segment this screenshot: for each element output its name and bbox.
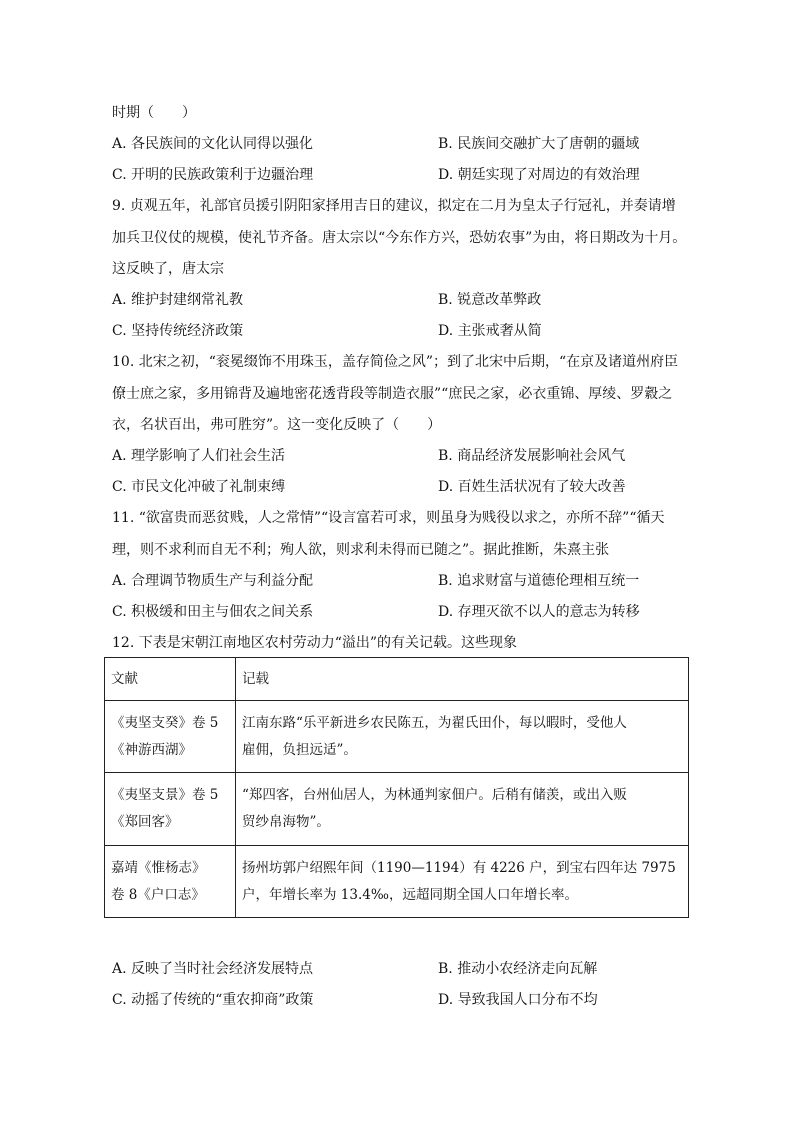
q9-option-d[interactable]: D. 主张戒奢从简 [438, 323, 542, 339]
q12-option-c[interactable]: C. 动摇了传统的“重农抑商”政策 [112, 992, 314, 1008]
q11-stem-line-1: 11. “欲富贵而恶贫贱，人之常情”“设言富若可求，则虽身为贱役以求之，亦所不辞”“循天 [112, 510, 665, 526]
record-line: 江南东路“乐平新进乡农民陈五，为翟氏田仆，每以暇时，受他人 [242, 714, 627, 731]
record-cell [236, 701, 689, 773]
record-line: 户，年增长率为 13.4‰，远超同期全国人口年增长率。 [242, 886, 578, 903]
table-row [105, 846, 689, 918]
q10-stem-line-3: 衣，名状百出，弗可胜穷”。这一变化反映了（ ） [112, 417, 442, 433]
q9-option-c[interactable]: C. 坚持传统经济政策 [112, 323, 244, 339]
q8-option-c[interactable]: C. 开明的民族政策利于边疆治理 [112, 167, 314, 183]
q9-option-a[interactable]: A. 维护封建纲常礼教 [112, 292, 244, 308]
records-table [104, 657, 689, 918]
q11-option-d[interactable]: D. 存理灭欲不以人的意志为转移 [438, 604, 640, 620]
q12-option-a[interactable]: A. 反映了当时社会经济发展特点 [112, 961, 314, 977]
q10-option-a[interactable]: A. 理学影响了人们社会生活 [112, 448, 286, 464]
record-cell [236, 773, 689, 846]
record-line: 雇佣，负担远适”。 [242, 741, 357, 758]
q9-option-b[interactable]: B. 锐意改革弊政 [438, 292, 542, 308]
q11-option-b[interactable]: B. 追求财富与道德伦理相互统一 [438, 573, 640, 589]
q11-stem-line-2: 理，则不求利而自无不利；殉人欲，则求利未得而已随之”。据此推断，朱熹主张 [112, 542, 610, 558]
table-row [105, 701, 689, 773]
source-line: 卷 8《户口志》 [111, 886, 205, 903]
source-line: 《夷坚支景》卷 5 [111, 787, 219, 803]
q10-option-c[interactable]: C. 市民文化冲破了礼制束缚 [112, 479, 286, 495]
q8-option-a[interactable]: A. 各民族间的文化认同得以强化 [112, 136, 314, 152]
header-cell-source: 文献 [105, 658, 236, 701]
q9-stem-line-2: 加兵卫仪仗的规模，使礼节齐备。唐太宗以“今东作方兴，恐妨农事”为由，将日期改为十月。 [112, 230, 687, 246]
q10-stem-line-1: 10. 北宋之初，“衮冕缀饰不用珠玉，盖存简俭之风”；到了北宋中后期，“在京及诸道州府臣 [112, 354, 679, 370]
q9-stem-line-1: 9. 贞观五年，礼部官员援引阴阳家择用吉日的建议，拟定在二月为皇太子行冠礼，并奏请增 [112, 198, 676, 214]
record-line: 贸纱帛海物”。 [242, 814, 330, 830]
table-header-row [105, 658, 689, 701]
source-cell [105, 773, 236, 846]
q8-stem-end: 时期（ ） [112, 105, 196, 121]
header-cell-record: 记载 [236, 658, 689, 701]
q8-option-b[interactable]: B. 民族间交融扩大了唐朝的疆域 [438, 136, 640, 152]
q9-stem-line-3: 这反映了，唐太宗 [112, 261, 224, 277]
table-row [105, 773, 689, 846]
source-cell [105, 701, 236, 773]
source-line: 嘉靖《惟杨志》 [111, 859, 206, 876]
q11-option-a[interactable]: A. 合理调节物质生产与利益分配 [112, 573, 314, 589]
source-line: 《神游西湖》 [111, 741, 192, 758]
q12-stem: 12. 下表是宋朝江南地区农村劳动力“溢出”的有关记载。这些现象 [112, 635, 518, 651]
q8-option-d[interactable]: D. 朝廷实现了对周边的有效治理 [438, 167, 640, 183]
source-line: 《夷坚支癸》卷 5 [111, 714, 219, 731]
record-line: “郑四客，台州仙居人，为林通判家佃户。后稍有储羡，或出入贩 [242, 787, 627, 803]
source-cell [105, 846, 236, 918]
record-cell [236, 846, 689, 918]
q12-option-b[interactable]: B. 推动小农经济走向瓦解 [438, 961, 598, 977]
q10-option-b[interactable]: B. 商品经济发展影响社会风气 [438, 448, 626, 464]
source-line: 《郑回客》 [111, 814, 179, 830]
q12-option-d[interactable]: D. 导致我国人口分布不均 [438, 992, 598, 1008]
record-line: 扬州坊郭户绍熙年间（1190—1194）有 4226 户，到宝右四年达 7975 [242, 859, 676, 876]
q11-option-c[interactable]: C. 积极缓和田主与佃农之间关系 [112, 604, 314, 620]
q10-stem-line-2: 僚士庶之家，多用锦背及遍地密花透背段等制造衣服”“庶民之家，必衣重锦、厚绫、罗縠之 [112, 386, 673, 402]
q10-option-d[interactable]: D. 百姓生活状况有了较大改善 [438, 479, 626, 495]
